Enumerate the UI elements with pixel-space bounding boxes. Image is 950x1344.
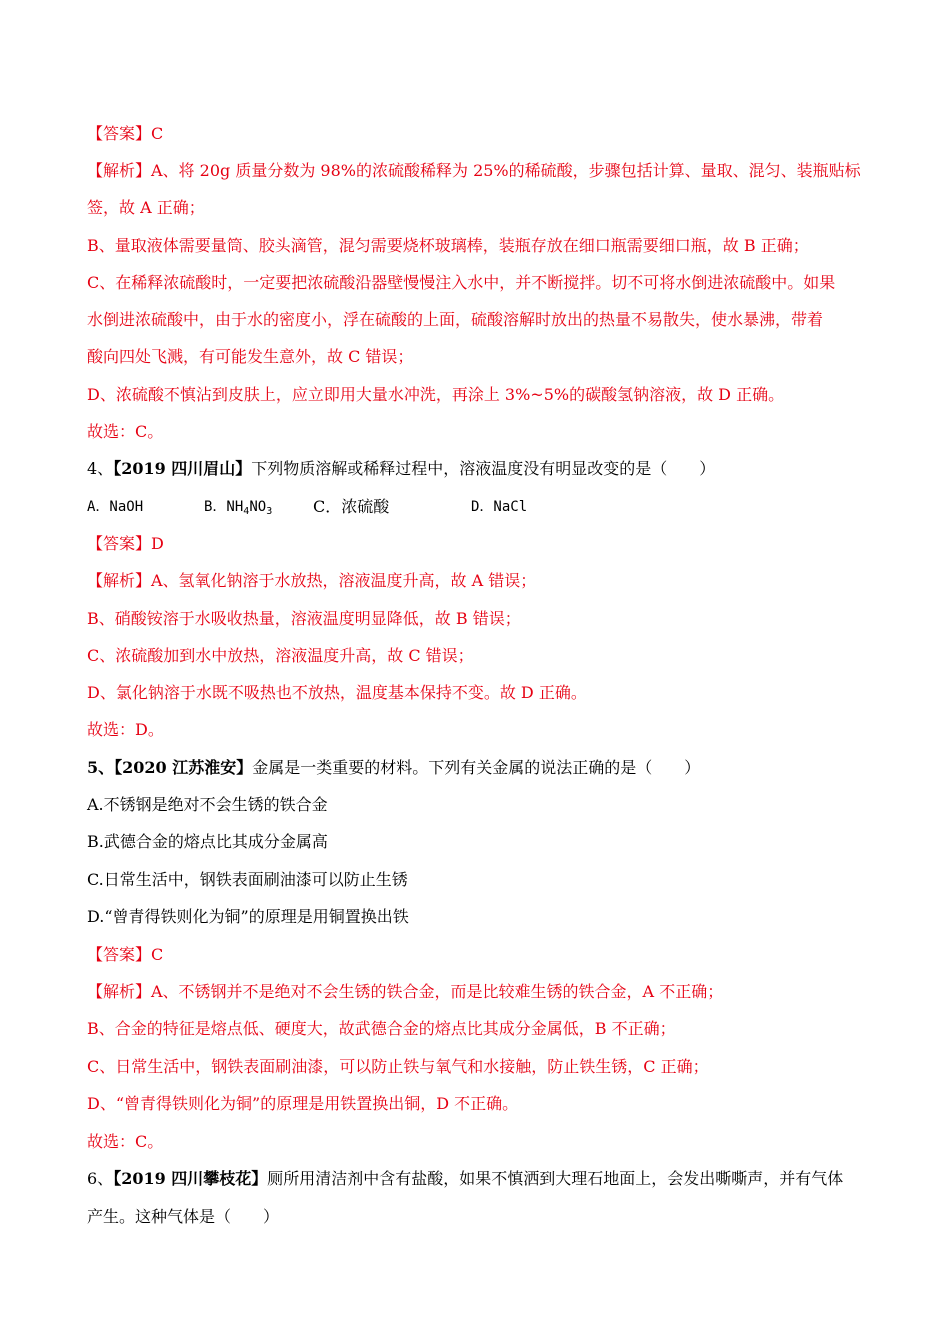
q4-option-a: A．NaOH [87, 499, 144, 515]
q5-option-c: C.日常生活中，钢铁表面刷油漆可以防止生锈 [87, 870, 408, 889]
q4-stem: 下列物质溶解或稀释过程中，溶液温度没有明显改变的是（ ） [251, 459, 716, 478]
q6-source: 【2019 四川攀枝花】 [113, 1169, 268, 1188]
q6-number: 6、 [87, 1169, 114, 1188]
q3-analysis-line: 水倒进浓硫酸中，由于水的密度小，浮在硫酸的上面，硫酸溶解时放出的热量不易散失，使水暴沸，带着 [87, 310, 824, 329]
q6-stem-line: 厕所用清洁剂中含有盐酸，如果不慎洒到大理石地面上，会发出嘶嘶声，并有气体 [267, 1169, 844, 1188]
q3-analysis-line: B、量取液体需要量筒、胶头滴管，混匀需要烧杯玻璃棒，装瓶存放在细口瓶需要细口瓶，故 B 正确； [87, 236, 809, 255]
q3-analysis-line: D、浓硫酸不慎沾到皮肤上，应立即用大量水冲洗，再涂上 3%~5%的碳酸氢钠溶液，故 D 正确。 [87, 385, 785, 404]
q4-number: 4、 [87, 459, 114, 478]
q3-analysis-line: C、在稀释浓硫酸时，一定要把浓硫酸沿器壁慢慢注入水中，并不断搅拌。切不可将水倒进浓硫酸中。如果 [87, 273, 836, 292]
q5-option-b: B.武德合金的熔点比其成分金属高 [87, 832, 328, 851]
q5-question [87, 758, 877, 778]
q3-analysis-line: 【解析】A、将 20g 质量分数为 98%的浓硫酸稀释为 25%的稀硫酸，步骤包括计算、量取、混匀、装瓶贴标 [87, 161, 861, 180]
q4-analysis-line: D、氯化钠溶于水既不吸热也不放热，温度基本保持不变。故 D 正确。 [87, 683, 587, 702]
q4-source: 【2019 四川眉山】 [113, 459, 252, 478]
q5-heading: 5、【2020 江苏淮安】 [87, 758, 253, 777]
q5-conclusion: 故选：C。 [87, 1132, 164, 1151]
q5-stem: 金属是一类重要的材料。下列有关金属的说法正确的是（ ） [252, 758, 701, 777]
q6-question [87, 1169, 877, 1189]
q4-analysis-line: C、浓硫酸加到水中放热，溶液温度升高，故 C 错误； [87, 646, 474, 665]
q3-answer: 【答案】C [87, 124, 164, 143]
q5-answer: 【答案】C [87, 945, 164, 964]
q4-question [87, 459, 877, 479]
q4-option-b: B．$NH_4NO_3$ [204, 499, 273, 517]
q4-analysis-line: B、硝酸铵溶于水吸收热量，溶液温度明显降低，故 B 错误； [87, 609, 521, 628]
q5-analysis-line: 【解析】A、不锈钢并不是绝对不会生锈的铁合金，而是比较难生锈的铁合金，A 不正确； [87, 982, 724, 1001]
q5-option-a: A.不锈钢是绝对不会生锈的铁合金 [87, 795, 328, 814]
q5-option-d: D.“曾青得铁则化为铜”的原理是用铜置换出铁 [87, 907, 409, 926]
q4-analysis-line: 【解析】A、氢氧化钠溶于水放热，溶液温度升高，故 A 错误； [87, 571, 537, 590]
q6-stem-line: 产生。这种气体是（ ） [87, 1207, 280, 1226]
q3-analysis-line: 酸向四处飞溅，有可能发生意外，故 C 错误； [87, 347, 414, 366]
q3-analysis-line: 签，故 A 正确； [87, 198, 205, 217]
q4-option-c: C．浓硫酸 [313, 497, 390, 516]
q4-option-d: D．NaCl [471, 499, 528, 515]
q3-conclusion: 故选：C。 [87, 422, 164, 441]
q5-analysis-line: B、合金的特征是熔点低、硬度大，故武德合金的熔点比其成分金属低，B 不正确； [87, 1019, 676, 1038]
q4-answer: 【答案】D [87, 534, 164, 553]
q4-conclusion: 故选：D。 [87, 720, 164, 739]
q5-analysis-line: C、日常生活中，钢铁表面刷油漆，可以防止铁与氧气和水接触，防止铁生锈，C 正确； [87, 1057, 709, 1076]
q5-analysis-line: D、“曾青得铁则化为铜”的原理是用铁置换出铜，D 不正确。 [87, 1094, 519, 1113]
